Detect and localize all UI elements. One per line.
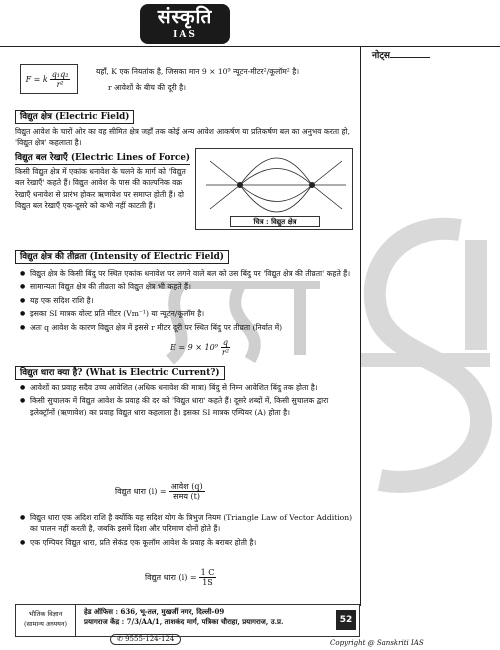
list-item: ● यह एक सदिश राशि है।: [20, 295, 355, 306]
list-item: ● किसी सुचालक में विद्युत आवेश के प्रवाह की दर को 'विद्युत धारा' कहते हैं। दूसरे शब्दों में, किसी सुचालक द्वारा इलेक्ट्रॉनों (ऋणावेश) का प्रवाह विद्युत धारा कहलाता है। इसका SI मात्रक एम्पियर (A) होता है।: [20, 395, 355, 418]
phone-icon: ✆: [117, 635, 126, 643]
heading-lines-of-force: विद्युत बल रेखाएँ (Electric Lines of Force): [15, 153, 191, 163]
distance-line: r आवेशों के बीच की दूरी है।: [108, 83, 186, 92]
intensity-equation: E = 9 × 10⁹ $\frac{q}{\text{r²}}$: [170, 338, 229, 357]
figure-caption: चित्र : विद्युत क्षेत्र: [230, 216, 320, 227]
constant-line: यहाँ, K एक नियतांक है, जिसका मान 9 × 10⁹ न्यूटन-मीटर²/कूलॉम² है।: [96, 67, 300, 76]
subject-label: भौतिक विज्ञान (सामान्य अध्ययन): [16, 605, 76, 636]
branch-text: प्रयागराज केंद्र : 7/3/AA/1, ताशकंद मार्ग, पत्रिका चौराहा, प्रयागराज, उ.प्र.: [84, 617, 284, 626]
brand-logo: [140, 4, 230, 44]
header-divider: [0, 46, 500, 47]
logo-subtext: IAS: [173, 30, 197, 40]
phone-badge: ✆ 9555-124-124: [110, 626, 181, 645]
intensity-list: [20, 268, 355, 335]
ampere-equation: विद्युत धारा (i) = $\frac{1 C}{1S}$: [145, 568, 215, 587]
heading-electric-current: विद्युत धारा क्या है? (What is Electric Current?): [15, 366, 225, 380]
electric-field-text: विद्युत आवेश के चारों ओर का वह सीमित क्षेत्र जहाँ तक कोई अन्य आवेश आकर्षण या प्रतिकर्षण बल का अनुभव करता हो, 'विद्युत क्षेत्र' कहलाता है।: [15, 127, 350, 148]
office-address: [84, 607, 324, 627]
heading-electric-field: विद्युत क्षेत्र (Electric Field): [15, 110, 134, 124]
heading-intensity: विद्युत क्षेत्र की तीव्रता (Intensity of Electric Field): [15, 250, 229, 264]
list-item: ● विद्युत धारा एक अदिश राशि है क्योंकि यह सदिश योग के त्रिभुज नियम (Triangle Law of Vector Addition) का पालन नहीं करती है, जबकि इसमें दिशा और परिमाण दोनों होते हैं।: [20, 512, 355, 535]
current-list-a: [20, 382, 355, 420]
notes-column-divider: [360, 46, 361, 606]
current-equation: विद्युत धारा (i) = $\frac{\text{आवेश (q)}}{\text{समय (t)}}$: [115, 482, 203, 501]
page-number: 52: [336, 610, 356, 630]
constant-explanation: [96, 66, 356, 94]
notes-label: नोट्स: [372, 48, 430, 61]
list-item: ● विद्युत क्षेत्र के किसी बिंदु पर स्थित एकांक धनावेश पर लगने वाले बल को उस बिंदु पर 'विद्युत क्षेत्र की तीव्रता' कहते हैं।: [20, 268, 355, 279]
head-office-text: हेड ऑफिस : 636, भू-तल, मुखर्जी नगर, दिल्ली-09: [84, 607, 225, 616]
list-item: ● इसका SI मात्रक वोल्ट प्रति मीटर (Vm⁻¹) या न्यूटन/कूलॉम है।: [20, 308, 355, 319]
page-footer: [15, 604, 360, 637]
logo-text: संस्कृति: [157, 6, 213, 28]
watermark-logo: [340, 210, 500, 510]
list-item: ● आवेशों का प्रवाह सदैव उच्च आवेशित (अधिक धनावेश की मात्रा) बिंदु से निम्न आवेशित बिंदु तक होता है।: [20, 382, 355, 393]
copyright-text: Copyright @ Sanskriti IAS: [330, 639, 424, 647]
field-lines-figure: [195, 148, 353, 230]
list-item: ● सामान्यतः विद्युत क्षेत्र की तीव्रता को विद्युत क्षेत्र भी कहते हैं।: [20, 281, 355, 292]
coulomb-formula: F = k $\frac{\text{q₁q₂}}{\text{r²}}$: [20, 64, 78, 94]
lines-of-force-text: किसी विद्युत क्षेत्र में एकांक धनावेश के चलने के मार्ग को 'विद्युत बल रेखाएँ' कहते हैं। विद्युत आवेश के पास की काल्पनिक वक्र रेखाएँ धनावेश से प्रारंभ होकर ऋणावेश पर समाप्त होती हैं। दो विद्युत बल रेखाएँ एक-दूसरे को कभी नहीं काटती हैं।: [15, 167, 186, 211]
current-list-b: [20, 512, 355, 550]
list-item: ● एक एम्पियर विद्युत धारा, प्रति सेकंड एक कूलॉम आवेश के प्रवाह के बराबर होती है।: [20, 537, 355, 548]
list-item: ● अतः q आवेश के कारण विद्युत क्षेत्र में इससे r मीटर दूरी पर स्थित बिंदु पर तीव्रता (निर्वात में): [20, 322, 355, 333]
